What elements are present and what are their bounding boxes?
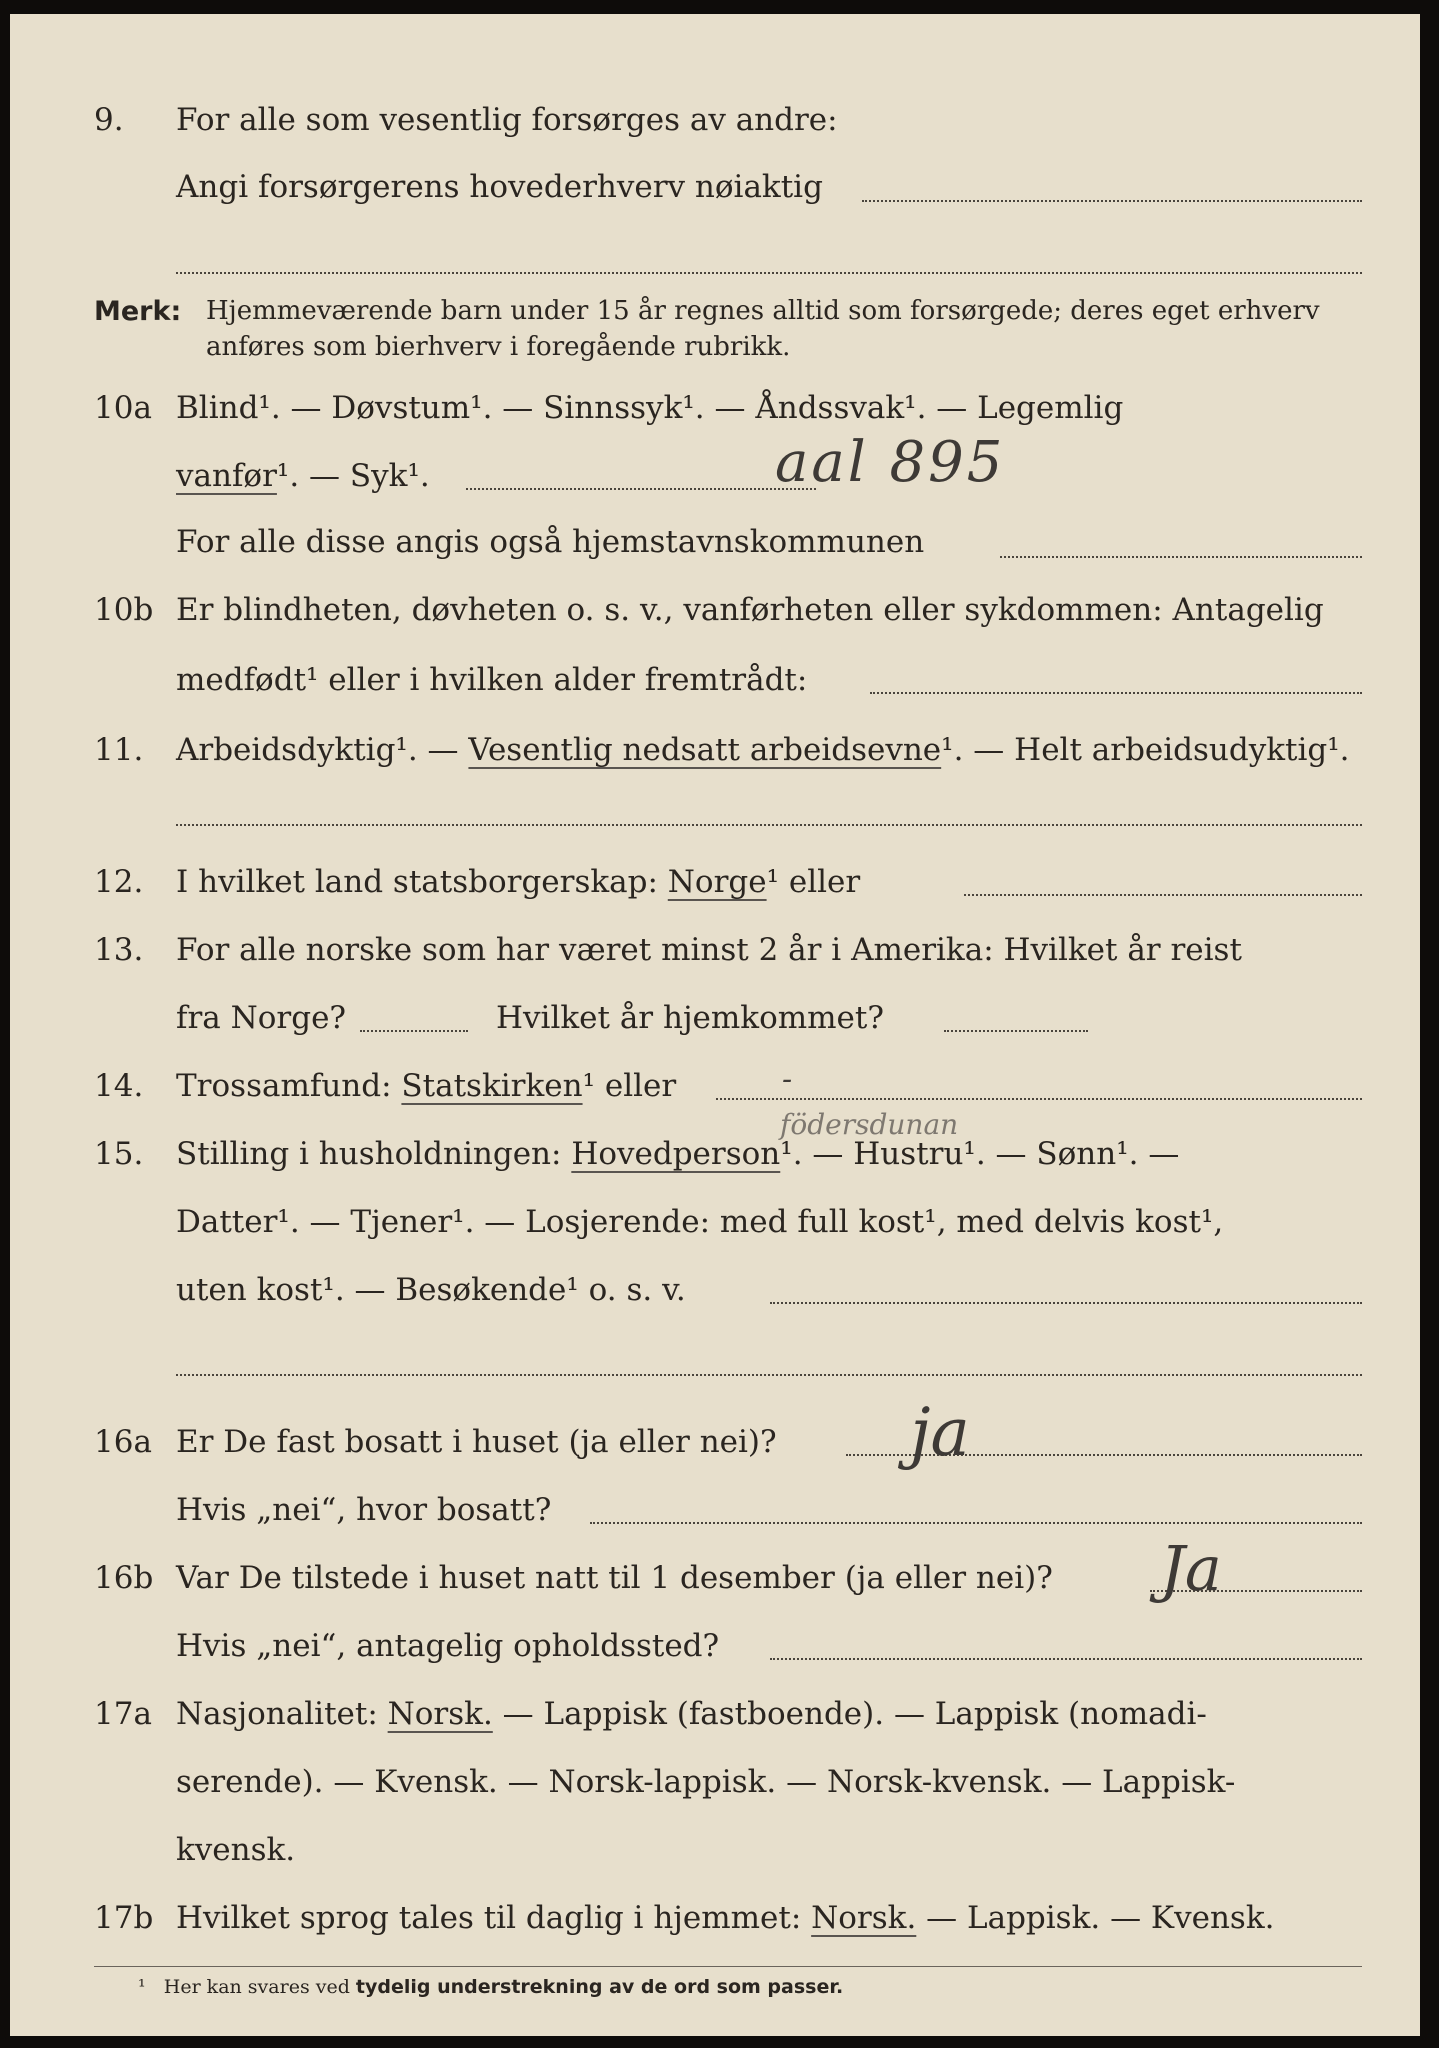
footnote-marker: ¹ bbox=[138, 1976, 146, 1998]
q16a-line2: Hvis „nei“, hvor bosatt? bbox=[176, 1492, 552, 1528]
q17b-number: 17b bbox=[94, 1900, 154, 1936]
q10a-handwriting: aal 895 bbox=[775, 430, 1006, 495]
q16a-answer-line-2 bbox=[590, 1522, 1362, 1524]
q17a-underlined-answer: Norsk. bbox=[387, 1696, 493, 1732]
q16b-answer-line-2 bbox=[770, 1658, 1362, 1660]
q11-line bbox=[176, 732, 1350, 768]
q9-answer-line bbox=[862, 200, 1362, 202]
q11-underlined-answer: Vesentlig nedsatt arbeidsevne bbox=[468, 732, 942, 768]
q13-line2b: Hvilket år hjemkommet? bbox=[496, 1000, 884, 1036]
q11-text-pre: Arbeidsdyktig¹. — bbox=[176, 732, 469, 768]
q15-line3: uten kost¹. — Besøkende¹ o. s. v. bbox=[176, 1272, 686, 1308]
footnote-divider bbox=[94, 1966, 1362, 1967]
merk-line1: Hjemmeværende barn under 15 år regnes alltid som forsørgede; deres eget erhverv bbox=[206, 296, 1320, 326]
q15-handwriting: födersdunan bbox=[780, 1108, 959, 1141]
footnote bbox=[138, 1976, 843, 1998]
q10b-line2: medfødt¹ eller i hvilken alder fremtrådt: bbox=[176, 662, 808, 698]
q10a-line2 bbox=[176, 458, 430, 494]
q10a-number: 10a bbox=[94, 390, 152, 426]
q13-answer-line-2 bbox=[944, 1030, 1088, 1032]
q15-answer-line-2 bbox=[176, 1374, 1362, 1376]
q13-line2a: fra Norge? bbox=[176, 1000, 347, 1036]
q16b-line2: Hvis „nei“, antagelig opholdssted? bbox=[176, 1628, 720, 1664]
q13-answer-line-1 bbox=[360, 1030, 468, 1032]
q9-line1: For alle som vesentlig forsørges av andre: bbox=[176, 102, 838, 138]
q12-underlined-answer: Norge bbox=[667, 864, 767, 900]
q17a-line1 bbox=[176, 1696, 1207, 1732]
q14-text-pre: Trossamfund: bbox=[176, 1068, 402, 1104]
q9-number: 9. bbox=[94, 102, 124, 138]
q10a-answer-line-2 bbox=[1000, 556, 1362, 558]
q17b-underlined-answer: Norsk. bbox=[811, 1900, 917, 1936]
q10a-line1: Blind¹. — Døvstum¹. — Sinnssyk¹. — Åndssvak¹. — Legemlig bbox=[176, 390, 1124, 426]
q12-text-pre: I hvilket land statsborgerskap: bbox=[176, 864, 668, 900]
q15-text-post: ¹. — Hustru¹. — Sønn¹. — bbox=[780, 1136, 1180, 1172]
q16a-handwriting: ja bbox=[910, 1394, 970, 1471]
q16b-handwriting: Ja bbox=[1160, 1532, 1222, 1605]
census-form-page bbox=[10, 14, 1420, 2036]
q13-number: 13. bbox=[94, 932, 144, 968]
q11-text-post: ¹. — Helt arbeidsudyktig¹. bbox=[941, 732, 1350, 768]
q12-line bbox=[176, 864, 860, 900]
q14-underlined-answer: Statskirken bbox=[401, 1068, 583, 1104]
q9-answer-line-2 bbox=[176, 272, 1362, 274]
q15-line2: Datter¹. — Tjener¹. — Losjerende: med full kost¹, med delvis kost¹, bbox=[176, 1204, 1224, 1240]
q11-answer-line bbox=[176, 824, 1362, 826]
q14-answer-line bbox=[716, 1098, 1362, 1100]
q12-number: 12. bbox=[94, 864, 144, 900]
q10a-underlined-vanfor: vanfør bbox=[176, 458, 277, 494]
q10a-answer-line bbox=[466, 488, 816, 490]
q17a-line2: serende). — Kvensk. — Norsk-lappisk. — Norsk-kvensk. — Lappisk- bbox=[176, 1764, 1236, 1800]
q15-line1 bbox=[176, 1136, 1179, 1172]
q16b-line1: Var De tilstede i huset natt til 1 desember (ja eller nei)? bbox=[176, 1560, 1053, 1596]
footnote-bold-text: tydelig understrekning av de ord som passer. bbox=[355, 1976, 844, 1998]
q17b-text-pre: Hvilket sprog tales til daglig i hjemmet: bbox=[176, 1900, 812, 1936]
q17a-line3: kvensk. bbox=[176, 1832, 296, 1868]
q17a-text-post: — Lappisk (fastboende). — Lappisk (nomadi- bbox=[492, 1696, 1207, 1732]
footnote-text: Her kan svares ved bbox=[163, 1976, 356, 1998]
q17a-number: 17a bbox=[94, 1696, 152, 1732]
q10a-line3: For alle disse angis også hjemstavnskommunen bbox=[176, 524, 925, 560]
q12-text-post: ¹ eller bbox=[766, 864, 861, 900]
q15-number: 15. bbox=[94, 1136, 144, 1172]
q10b-number: 10b bbox=[94, 592, 154, 628]
q16b-number: 16b bbox=[94, 1560, 154, 1596]
q10a-line2-rest: ¹. — Syk¹. bbox=[276, 458, 430, 494]
q9-line2: Angi forsørgerens hovederhverv nøiaktig bbox=[176, 169, 823, 205]
q17a-text-pre: Nasjonalitet: bbox=[176, 1696, 388, 1732]
q10b-answer-line bbox=[870, 692, 1362, 694]
q14-text-post: ¹ eller bbox=[582, 1068, 677, 1104]
q11-number: 11. bbox=[94, 732, 144, 768]
q14-line bbox=[176, 1068, 676, 1104]
q14-handwriting: - bbox=[782, 1062, 793, 1097]
q17b-line bbox=[176, 1900, 1274, 1936]
merk-label: Merk: bbox=[94, 296, 182, 327]
q14-number: 14. bbox=[94, 1068, 144, 1104]
q17b-text-post: — Lappisk. — Kvensk. bbox=[916, 1900, 1275, 1936]
q16a-line1: Er De fast bosatt i huset (ja eller nei)? bbox=[176, 1424, 777, 1460]
q16a-number: 16a bbox=[94, 1424, 152, 1460]
q15-underlined-answer: Hovedperson bbox=[571, 1136, 781, 1172]
q10b-line1: Er blindheten, døvheten o. s. v., vanførheten eller sykdommen: Antagelig bbox=[176, 592, 1324, 628]
merk-line2: anføres som bierhverv i foregående rubrikk. bbox=[206, 332, 791, 362]
q13-line1: For alle norske som har været minst 2 år i Amerika: Hvilket år reist bbox=[176, 932, 1242, 968]
q15-answer-line bbox=[770, 1302, 1362, 1304]
q12-answer-line bbox=[964, 894, 1362, 896]
q15-text-pre: Stilling i husholdningen: bbox=[176, 1136, 572, 1172]
